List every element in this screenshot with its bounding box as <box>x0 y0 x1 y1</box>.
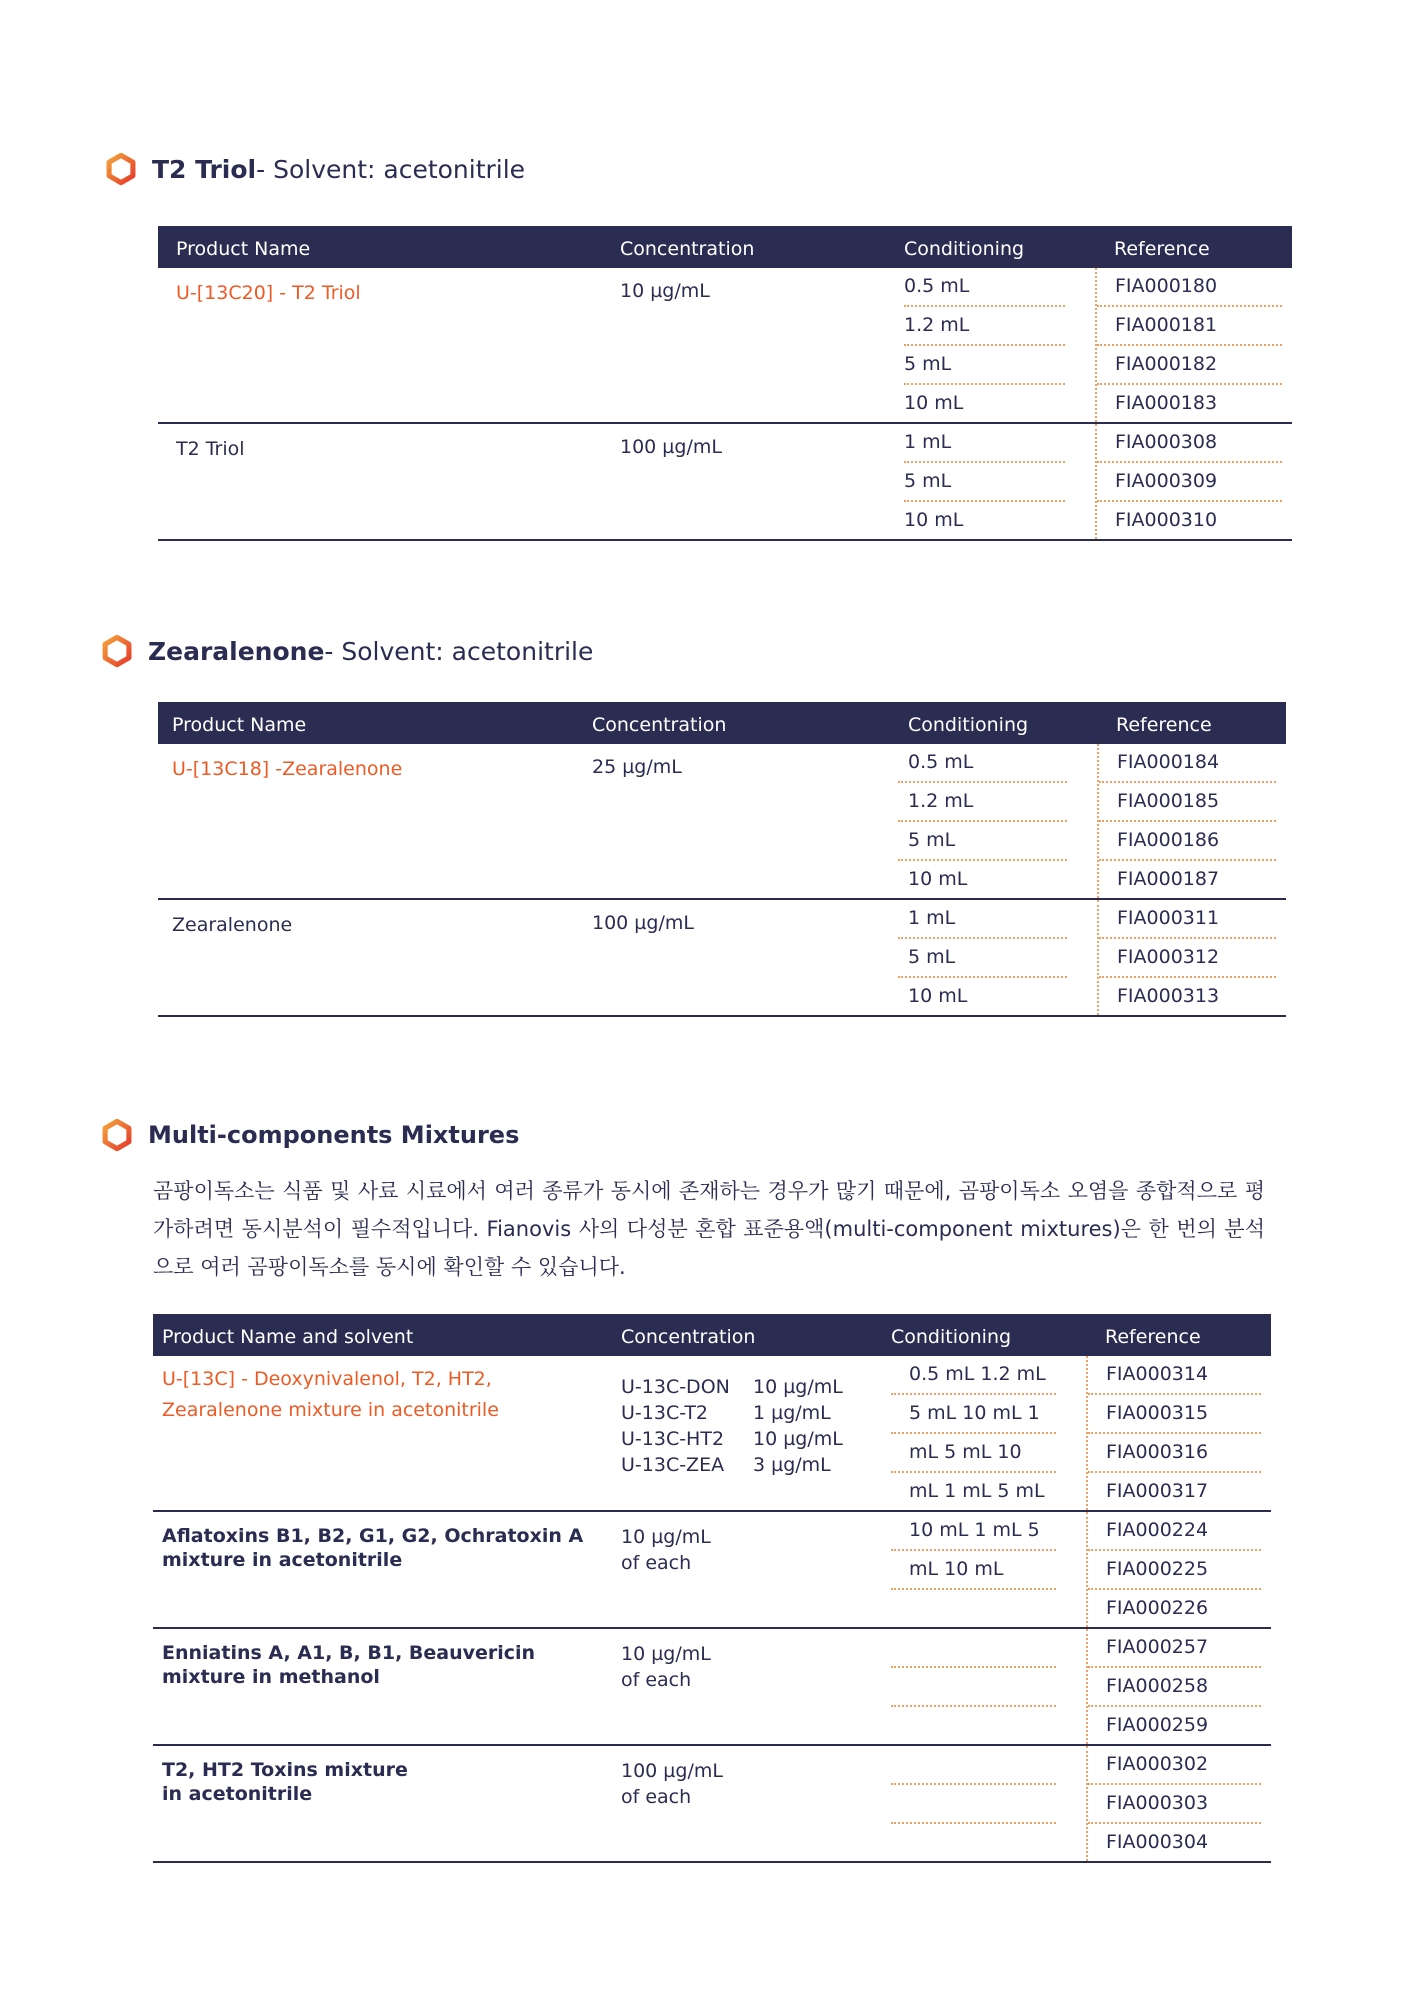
table-header-row <box>158 702 1286 744</box>
reference-code: FIA000317 <box>1106 1480 1209 1502</box>
concentration-value: 10 µg/mL <box>621 1643 711 1665</box>
concentration-value: 25 µg/mL <box>578 744 898 899</box>
reference-code: FIA000259 <box>1106 1714 1209 1736</box>
conditioning-value: 5 mL <box>898 939 1067 978</box>
reference-code: FIA000315 <box>1088 1395 1261 1434</box>
conditioning-value <box>891 1668 1056 1707</box>
section-title-bold: Multi-components Mixtures <box>148 1121 520 1149</box>
header-conditioning: Conditioning <box>891 1314 1087 1356</box>
conditioning-value: 5 mL <box>898 822 1067 861</box>
reference-code: FIA000302 <box>1088 1746 1261 1785</box>
sub-concentration-list <box>621 1374 891 1478</box>
conditioning-value: mL 10 mL <box>891 1551 1056 1590</box>
product-name-line: in acetonitrile <box>162 1783 313 1805</box>
section-title-solvent: - Solvent: acetonitrile <box>256 154 526 184</box>
sub-concentration-value: 10 µg/mL <box>753 1376 843 1398</box>
conditioning-value <box>891 1707 1056 1744</box>
t2-triol-table <box>158 226 1292 541</box>
concentration-value: 100 µg/mL <box>620 423 904 540</box>
sub-concentration-label: U-13C-ZEA <box>621 1454 725 1476</box>
reference-code: FIA000311 <box>1099 900 1276 939</box>
section-title-solvent: - Solvent: acetonitrile <box>324 636 594 666</box>
mixtures-table <box>153 1314 1271 1863</box>
table-row <box>158 268 1292 423</box>
reference-code: FIA000226 <box>1106 1597 1209 1619</box>
conditioning-value: 1.2 mL <box>898 783 1067 822</box>
table-row <box>153 1745 1271 1862</box>
sub-concentration-value: 1 µg/mL <box>753 1402 831 1424</box>
reference-code: FIA000313 <box>1117 985 1220 1007</box>
reference-code: FIA000187 <box>1117 868 1220 890</box>
header-concentration: Concentration <box>620 226 904 268</box>
conditioning-value: 10 mL <box>904 392 964 414</box>
conditioning-value: 1 mL <box>898 900 1067 939</box>
product-name-line: Enniatins A, A1, B, B1, Beauvericin <box>162 1642 536 1664</box>
mixtures-description: 곰팡이독소는 식품 및 사료 시료에서 여러 종류가 동시에 존재하는 경우가 많기 때문에, 곰팡이독소 오염을 종합적으로 평가하려면 동시분석이 필수적입니다. Fianovis 사의 다성분 혼합 표준용액(multi-component mixtures)은 한 번의 분석으로 여러 곰팡이독소를 동시에 확인할 수 있습니다. <box>153 1179 1265 1279</box>
reference-code: FIA000258 <box>1088 1668 1261 1707</box>
header-reference: Reference <box>1096 226 1292 268</box>
conditioning-value <box>891 1590 1056 1627</box>
header-reference: Reference <box>1087 1314 1271 1356</box>
reference-code: FIA000310 <box>1115 509 1218 531</box>
reference-code: FIA000304 <box>1106 1831 1209 1853</box>
sub-concentration-label: U-13C-T2 <box>621 1402 709 1424</box>
reference-code: FIA000184 <box>1099 744 1276 783</box>
product-name-line: Zearalenone mixture in acetonitrile <box>162 1399 499 1421</box>
reference-code: FIA000257 <box>1088 1629 1261 1668</box>
section-title-bold: Zearalenone <box>148 636 325 666</box>
reference-code: FIA000316 <box>1088 1434 1261 1473</box>
conditioning-value: 10 mL <box>908 985 968 1007</box>
reference-code: FIA000309 <box>1097 463 1282 502</box>
reference-code: FIA000185 <box>1099 783 1276 822</box>
sub-concentration-label: U-13C-HT2 <box>621 1428 725 1450</box>
table-header-row <box>153 1314 1271 1356</box>
conditioning-value: 0.5 mL <box>904 268 1065 307</box>
header-conditioning: Conditioning <box>898 702 1098 744</box>
conditioning-value: mL 1 mL 5 mL <box>909 1480 1045 1502</box>
product-name: U-[13C20] - T2 Triol <box>158 268 620 423</box>
section-title-zearalenone <box>100 634 593 668</box>
table-row <box>158 744 1286 899</box>
header-product-name-solvent: Product Name and solvent <box>153 1314 621 1356</box>
reference-code: FIA000308 <box>1097 424 1282 463</box>
reference-code: FIA000303 <box>1088 1785 1261 1824</box>
hexagon-ring-logo-icon <box>100 1118 134 1152</box>
conditioning-value <box>891 1746 1056 1785</box>
zearalenone-table <box>158 702 1286 1017</box>
table-row <box>153 1356 1271 1511</box>
conditioning-value <box>891 1629 1056 1668</box>
conditioning-value: 10 mL 1 mL 5 <box>891 1512 1056 1551</box>
conditioning-value: 10 mL <box>904 509 964 531</box>
conditioning-value <box>891 1824 1056 1861</box>
concentration-value: 100 µg/mL <box>621 1760 723 1782</box>
table-row <box>158 423 1292 540</box>
conditioning-value: 0.5 mL 1.2 mL <box>891 1356 1056 1395</box>
product-name-line: U-[13C] - Deoxynivalenol, T2, HT2, <box>162 1368 492 1390</box>
reference-code: FIA000186 <box>1099 822 1276 861</box>
table-row <box>153 1511 1271 1628</box>
sub-concentration-value: 3 µg/mL <box>753 1454 831 1476</box>
concentration-value: 100 µg/mL <box>578 899 898 1016</box>
reference-code: FIA000180 <box>1097 268 1282 307</box>
reference-code: FIA000225 <box>1088 1551 1261 1590</box>
table-header-row <box>158 226 1292 268</box>
conditioning-value: 10 mL <box>908 868 968 890</box>
header-concentration: Concentration <box>621 1314 891 1356</box>
conditioning-value: 0.5 mL <box>898 744 1067 783</box>
reference-code: FIA000183 <box>1115 392 1218 414</box>
concentration-note: of each <box>621 1669 692 1691</box>
hexagon-ring-logo-icon <box>104 152 138 186</box>
header-product-name: Product Name <box>158 226 620 268</box>
hexagon-ring-logo-icon <box>100 634 134 668</box>
reference-code: FIA000312 <box>1099 939 1276 978</box>
conditioning-value: 1.2 mL <box>904 307 1065 346</box>
concentration-value: 10 µg/mL <box>620 268 904 423</box>
concentration-note: of each <box>621 1552 692 1574</box>
conditioning-value: 5 mL <box>904 463 1065 502</box>
concentration-note: of each <box>621 1786 692 1808</box>
reference-code: FIA000182 <box>1097 346 1282 385</box>
product-name-line: mixture in acetonitrile <box>162 1549 403 1571</box>
table-row <box>153 1628 1271 1745</box>
header-conditioning: Conditioning <box>904 226 1096 268</box>
conditioning-value: 1 mL <box>904 424 1065 463</box>
reference-code: FIA000224 <box>1088 1512 1261 1551</box>
product-name-line: T2, HT2 Toxins mixture <box>162 1759 408 1781</box>
header-product-name: Product Name <box>158 702 578 744</box>
section-title-bold: T2 Triol <box>152 154 257 184</box>
header-reference: Reference <box>1098 702 1286 744</box>
product-name-line: Aflatoxins B1, B2, G1, G2, Ochratoxin A <box>162 1525 584 1547</box>
sub-concentration-value: 10 µg/mL <box>753 1428 843 1450</box>
reference-code: FIA000181 <box>1097 307 1282 346</box>
product-name-line: mixture in methanol <box>162 1666 380 1688</box>
header-concentration: Concentration <box>578 702 898 744</box>
reference-code: FIA000314 <box>1088 1356 1261 1395</box>
section-title-mixtures <box>100 1118 519 1152</box>
section-title-t2-triol <box>104 152 525 186</box>
product-name: T2 Triol <box>158 423 620 540</box>
conditioning-value: 5 mL 10 mL 1 <box>891 1395 1056 1434</box>
conditioning-value <box>891 1785 1056 1824</box>
product-name: U-[13C18] -Zearalenone <box>158 744 578 899</box>
table-row <box>158 899 1286 1016</box>
sub-concentration-label: U-13C-DON <box>621 1376 730 1398</box>
conditioning-value: mL 5 mL 10 <box>891 1434 1056 1473</box>
conditioning-value: 5 mL <box>904 346 1065 385</box>
concentration-value: 10 µg/mL <box>621 1526 711 1548</box>
product-name: Zearalenone <box>158 899 578 1016</box>
